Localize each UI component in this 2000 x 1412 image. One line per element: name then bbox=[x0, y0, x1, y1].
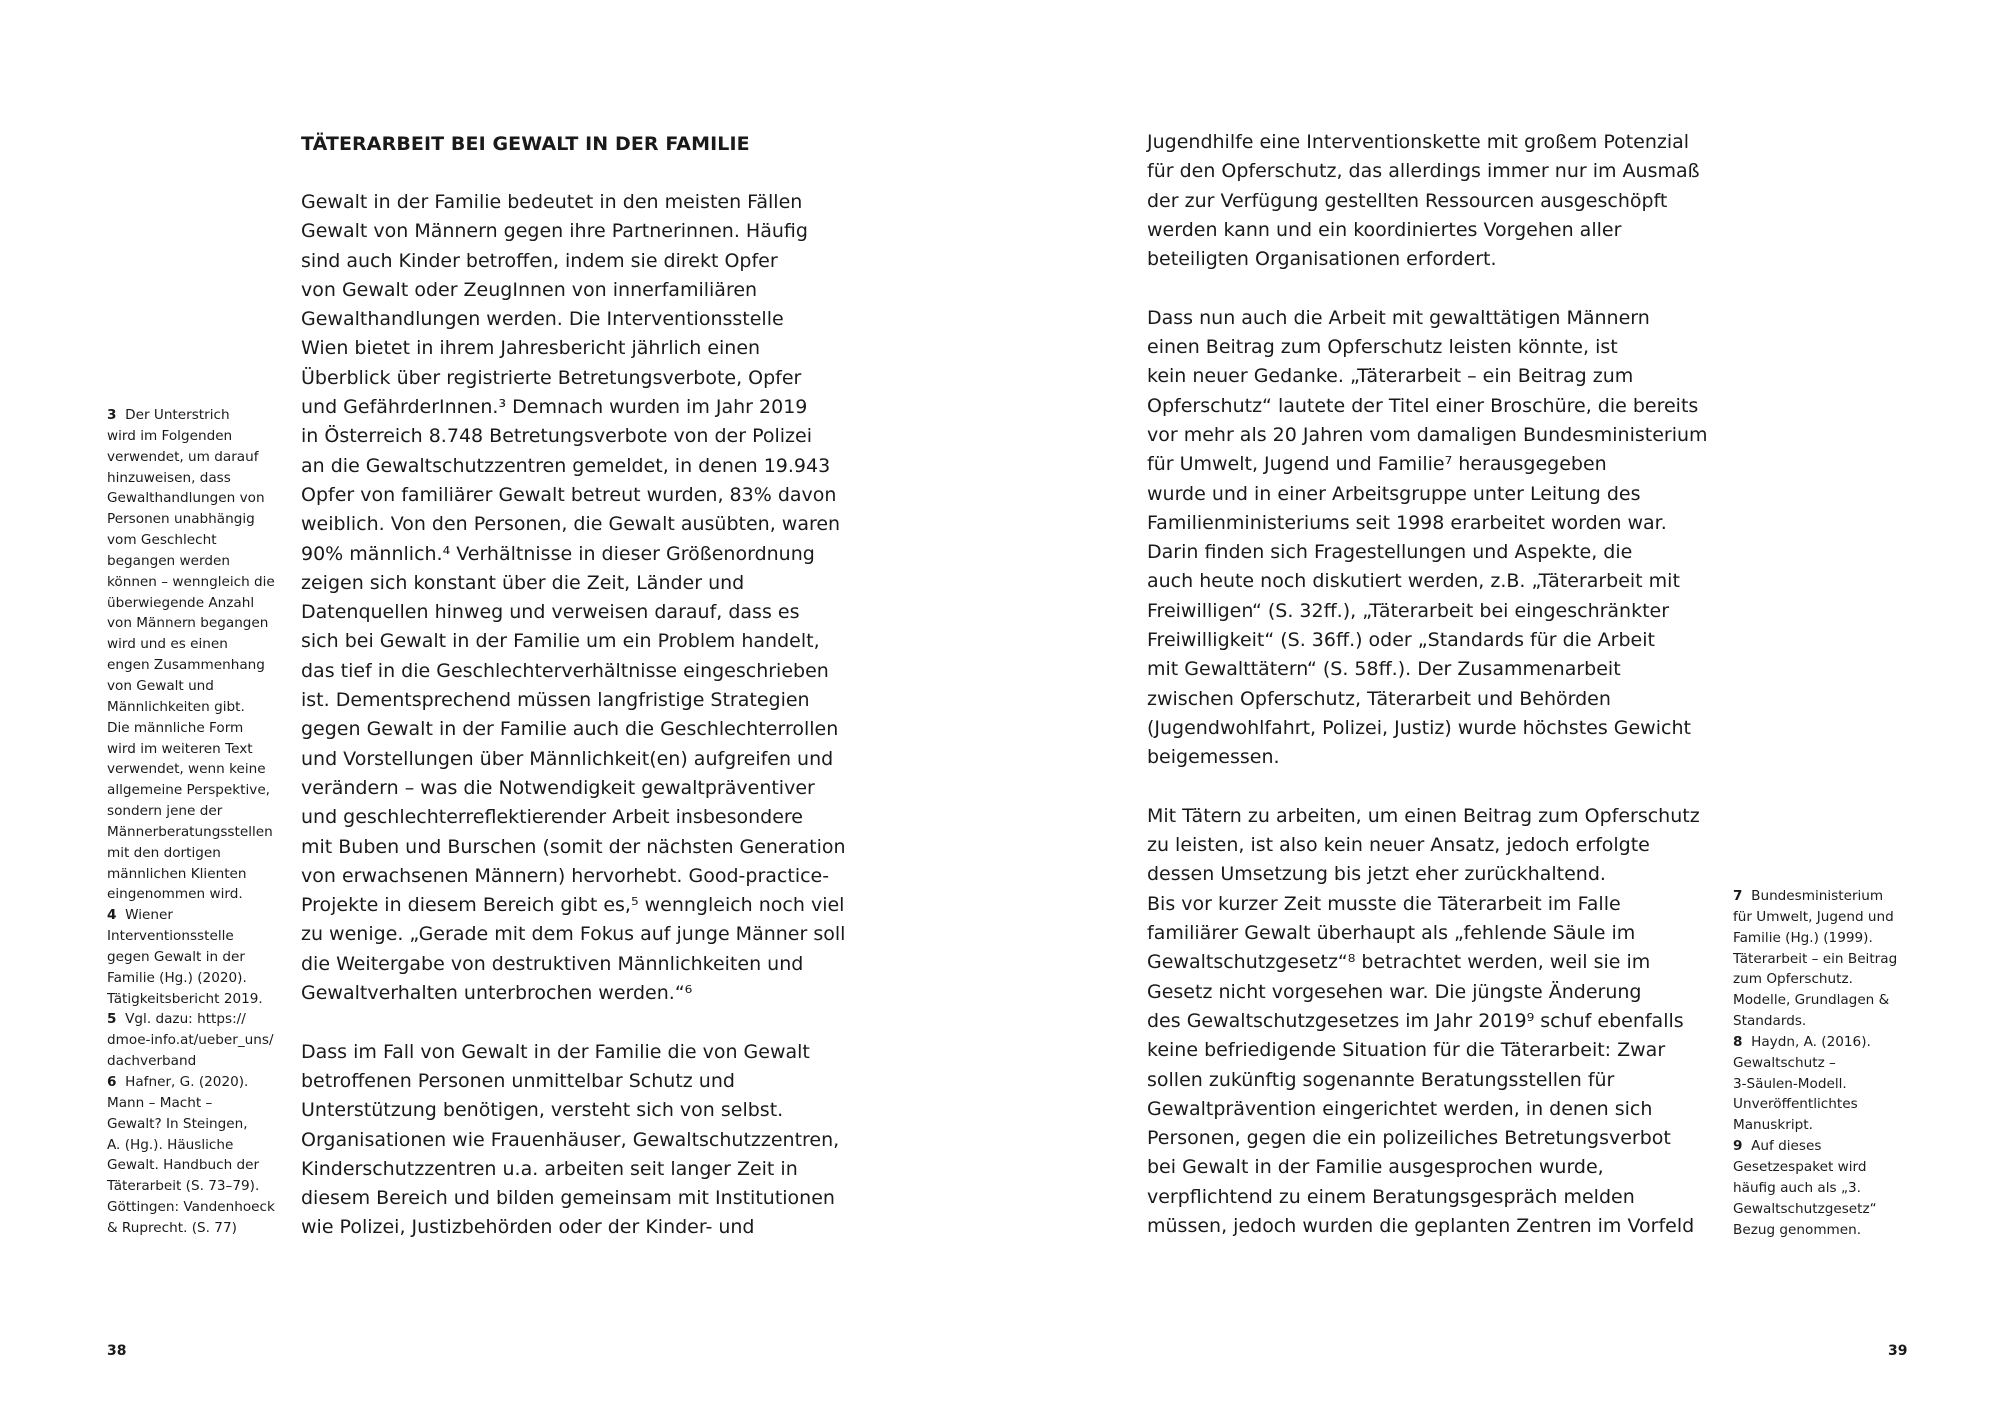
body-line: Gewalt von Männern gegen ihre Partnerinnen. Häufig bbox=[301, 220, 808, 243]
footnote-line bbox=[1733, 928, 1923, 949]
footnote-text: Bezug genommen. bbox=[1733, 1221, 1862, 1238]
footnote-text: mit den dortigen bbox=[107, 844, 221, 861]
body-line: von erwachsenen Männern) hervorhebt. Good-practice- bbox=[301, 864, 830, 887]
footnote-line bbox=[107, 739, 297, 760]
body-line: sich bei Gewalt in der Familie um ein Problem handelt, bbox=[301, 630, 820, 653]
body-line: Dass nun auch die Arbeit mit gewalttätigen Männern bbox=[1147, 306, 1650, 329]
footnote-text: können – wenngleich die bbox=[107, 573, 275, 590]
footnote-number: 7 bbox=[1733, 888, 1743, 904]
body-line: Freiwilligen“ (S. 32ff.), „Täterarbeit bei eingeschränkter bbox=[1147, 599, 1670, 622]
footnote-text: eingenommen wird. bbox=[107, 886, 243, 903]
body-line: Bis vor kurzer Zeit musste die Täterarbeit im Falle bbox=[1147, 892, 1621, 915]
body-line: familiärer Gewalt überhaupt als „fehlende Säule im bbox=[1147, 922, 1636, 945]
body-line: Familienministeriums seit 1998 erarbeitet worden war. bbox=[1147, 511, 1667, 534]
body-line: auch heute noch diskutiert werden, z.B. „Täterarbeit mit bbox=[1147, 570, 1680, 593]
body-line: keine befriedigende Situation für die Täterarbeit: Zwar bbox=[1147, 1039, 1666, 1062]
body-line: an die Gewaltschutzzentren gemeldet, in denen 19.943 bbox=[301, 454, 831, 477]
footnote-text: gegen Gewalt in der bbox=[107, 948, 245, 965]
footnote-text: Gewaltschutz – bbox=[1733, 1054, 1836, 1071]
body-line: einen Beitrag zum Opferschutz leisten könnte, ist bbox=[1147, 336, 1618, 359]
footnote-line bbox=[107, 1072, 297, 1093]
body-line: gegen Gewalt in der Familie auch die Geschlechterrollen bbox=[301, 718, 839, 741]
footnote-text: A. (Hg.). Häusliche bbox=[107, 1136, 234, 1153]
footnote-text: zum Opferschutz. bbox=[1733, 971, 1853, 988]
body-line: dessen Umsetzung bis jetzt eher zurückhaltend. bbox=[1147, 863, 1606, 886]
footnote-text: & Ruprecht. (S. 77) bbox=[107, 1219, 237, 1236]
footnote-text: Tätigkeitsbericht 2019. bbox=[107, 990, 263, 1007]
footnote-text: dmoe-info.at/ueber_uns/ bbox=[107, 1032, 274, 1049]
footnote-line bbox=[107, 1176, 297, 1197]
footnote-line bbox=[1733, 1115, 1923, 1136]
footnote-text: Täterarbeit – ein Beitrag bbox=[1733, 950, 1898, 967]
body-line: verpflichtend zu einem Beratungsgespräch melden bbox=[1147, 1185, 1635, 1208]
footnote-text: überwiegende Anzahl bbox=[107, 594, 255, 611]
footnote-number: 9 bbox=[1733, 1138, 1743, 1155]
body-line: betroffenen Personen unmittelbar Schutz und bbox=[301, 1069, 735, 1092]
footnote-text: Modelle, Grundlagen & bbox=[1733, 992, 1890, 1009]
right-page bbox=[1000, 0, 2000, 1412]
body-line: Opferschutz“ lautete der Titel einer Broschüre, die bereits bbox=[1147, 394, 1699, 417]
footnote-text: Die männliche Form bbox=[107, 719, 244, 736]
paragraph-gap bbox=[301, 1008, 881, 1037]
footnote-number: 6 bbox=[107, 1074, 117, 1090]
footnote-text: Familie (Hg.) (2020). bbox=[107, 969, 247, 986]
footnote-text: Gewaltschutzgesetz“ bbox=[1733, 1200, 1877, 1217]
body-line: Unterstützung benötigen, versteht sich von selbst. bbox=[301, 1099, 784, 1122]
body-line: und GefährderInnen.³ Demnach wurden im Jahr 2019 bbox=[301, 396, 808, 419]
body-line: kein neuer Gedanke. „Täterarbeit – ein Beitrag zum bbox=[1147, 365, 1634, 388]
footnote-line bbox=[107, 488, 297, 509]
body-line: Jugendhilfe eine Interventionskette mit großem Potenzial bbox=[1147, 131, 1690, 153]
footnote-line bbox=[107, 926, 297, 947]
body-line: wie Polizei, Justizbehörden oder der Kinder- und bbox=[301, 1216, 755, 1239]
footnote-line bbox=[1733, 1136, 1923, 1157]
footnote-text: Der Unterstrich bbox=[125, 407, 230, 423]
body-line: (Jugendwohlfahrt, Polizei, Justiz) wurde höchstes Gewicht bbox=[1147, 716, 1691, 739]
footnote-line bbox=[107, 468, 297, 489]
footnote-line bbox=[107, 613, 297, 634]
footnote-line bbox=[107, 697, 297, 718]
body-line: Projekte in diesem Bereich gibt es,⁵ wenngleich noch viel bbox=[301, 894, 845, 917]
footnote-text: allgemeine Perspektive, bbox=[107, 782, 271, 799]
footnote-text: Standards. bbox=[1733, 1013, 1807, 1030]
footnote-text: Männerberatungsstellen bbox=[107, 823, 273, 840]
footnote-line bbox=[107, 822, 297, 843]
body-line: müssen, jedoch wurden die geplanten Zentren im Vorfeld bbox=[1147, 1214, 1695, 1237]
body-line: Darin finden sich Fragestellungen und Aspekte, die bbox=[1147, 541, 1633, 564]
footnote-line bbox=[107, 447, 297, 468]
footnote-line bbox=[1733, 1157, 1923, 1178]
body-line: werden kann und ein koordiniertes Vorgehen aller bbox=[1147, 218, 1622, 241]
footnote-text: begangen werden bbox=[107, 552, 230, 569]
footnote-number: 3 bbox=[107, 407, 117, 423]
body-line: Opfer von familiärer Gewalt betreut wurden, 83% davon bbox=[301, 483, 837, 506]
footnote-text: Gesetzespaket wird bbox=[1733, 1158, 1867, 1175]
body-line: ist. Dementsprechend müssen langfristige Strategien bbox=[301, 689, 810, 712]
footnote-text: Haydn, A. (2016). bbox=[1751, 1033, 1871, 1050]
footnote-line bbox=[1733, 1199, 1923, 1220]
body-line: zeigen sich konstant über die Zeit, Länder und bbox=[301, 571, 745, 594]
body-line: in Österreich 8.748 Betretungsverbote von der Polizei bbox=[301, 425, 812, 448]
footnote-text: Göttingen: Vandenhoeck bbox=[107, 1199, 275, 1216]
footnote-line bbox=[1733, 990, 1923, 1011]
footnote-text: von Gewalt und bbox=[107, 677, 214, 694]
footnote-line bbox=[107, 801, 297, 822]
body-line: zu leisten, ist also kein neuer Ansatz, jedoch erfolgte bbox=[1147, 834, 1650, 857]
footnote-number: 5 bbox=[107, 1011, 117, 1028]
footnote-line bbox=[107, 1009, 297, 1030]
footnote-number: 8 bbox=[1733, 1033, 1743, 1050]
body-line: Gewaltverhalten unterbrochen werden.“⁶ bbox=[301, 982, 693, 1005]
footnote-text: männlichen Klienten bbox=[107, 865, 247, 882]
footnote-line bbox=[107, 947, 297, 968]
footnote-line bbox=[107, 676, 297, 697]
body-line: Gewaltprävention eingerichtet werden, in denen sich bbox=[1147, 1097, 1653, 1120]
body-line: diesem Bereich und bilden gemeinsam mit Institutionen bbox=[301, 1187, 835, 1210]
footnote-text: vom Geschlecht bbox=[107, 532, 217, 549]
body-line: Datenquellen hinweg und verweisen darauf, dass es bbox=[301, 601, 800, 624]
footnote-text: 3-Säulen-Modell. bbox=[1733, 1075, 1847, 1092]
footnote-text: Männlichkeiten gibt. bbox=[107, 698, 245, 715]
footnote-text: Gewalt. Handbuch der bbox=[107, 1157, 260, 1174]
body-line: Mit Tätern zu arbeiten, um einen Beitrag zum Opferschutz bbox=[1147, 804, 1700, 827]
body-line: von Gewalt oder ZeugInnen von innerfamiliären bbox=[301, 278, 758, 301]
footnote-line bbox=[107, 405, 297, 426]
footnote-line bbox=[107, 593, 297, 614]
footnote-line bbox=[1733, 886, 1923, 907]
footnote-line bbox=[107, 1093, 297, 1114]
footnote-line bbox=[107, 530, 297, 551]
footnote-line bbox=[1733, 1074, 1923, 1095]
footnote-text: engen Zusammenhang bbox=[107, 657, 265, 674]
body-line: für den Opferschutz, das allerdings immer nur im Ausmaß bbox=[1147, 160, 1700, 183]
body-line: für Umwelt, Jugend und Familie⁷ herausgegeben bbox=[1147, 453, 1607, 476]
body-line: weiblich. Von den Personen, die Gewalt ausübten, waren bbox=[301, 513, 841, 536]
body-line: der zur Verfügung gestellten Ressourcen ausgeschöpft bbox=[1147, 189, 1668, 212]
body-line: das tief in die Geschlechterverhältnisse eingeschrieben bbox=[301, 659, 829, 682]
footnote-text: Mann – Macht – bbox=[107, 1094, 213, 1111]
body-line: Gewaltschutzgesetz“⁸ betrachtet werden, weil sie im bbox=[1147, 951, 1651, 974]
body-line: sollen zukünftig sogenannte Beratungsstellen für bbox=[1147, 1068, 1615, 1091]
footnote-line bbox=[107, 759, 297, 780]
footnote-text: Manuskript. bbox=[1733, 1117, 1813, 1134]
footnote-text: häufig auch als „3. bbox=[1733, 1179, 1861, 1196]
body-line: Gewalt in der Familie bedeutet in den meisten Fällen bbox=[301, 191, 803, 213]
footnote-text: wird und es einen bbox=[107, 636, 228, 653]
footnote-line bbox=[107, 989, 297, 1010]
body-line: mit Gewalttätern“ (S. 58ff.). Der Zusammenarbeit bbox=[1147, 658, 1621, 681]
body-line: Kinderschutzzentren u.a. arbeiten seit langer Zeit in bbox=[301, 1157, 798, 1180]
body-line: wurde und in einer Arbeitsgruppe unter Leitung des bbox=[1147, 482, 1641, 505]
body-line: des Gewaltschutzgesetzes im Jahr 2019⁹ schuf ebenfalls bbox=[1147, 1009, 1684, 1032]
right-body-text bbox=[1147, 128, 1727, 1241]
body-line: 90% männlich.⁴ Verhältnisse in dieser Größenordnung bbox=[301, 542, 815, 565]
footnote-text: hinzuweisen, dass bbox=[107, 469, 231, 486]
body-line: sind auch Kinder betroffen, indem sie direkt Opfer bbox=[301, 249, 778, 272]
footnote-text: Interventionsstelle bbox=[107, 928, 234, 945]
footnote-line bbox=[1733, 1011, 1923, 1032]
body-line: Freiwilligkeit“ (S. 36ff.) oder „Standards für die Arbeit bbox=[1147, 629, 1655, 652]
footnote-line bbox=[107, 1218, 297, 1239]
paragraph-gap bbox=[1147, 773, 1727, 802]
footnote-text: Unveröffentlichtes bbox=[1733, 1096, 1858, 1113]
footnote-line bbox=[107, 905, 297, 926]
footnote-line bbox=[1733, 949, 1923, 970]
footnote-line bbox=[107, 884, 297, 905]
footnote-line bbox=[107, 780, 297, 801]
footnote-line bbox=[107, 1135, 297, 1156]
body-line: vor mehr als 20 Jahren vom damaligen Bundesministerium bbox=[1147, 423, 1708, 446]
left-footnotes bbox=[107, 405, 297, 1239]
footnote-line bbox=[1733, 1178, 1923, 1199]
footnote-line bbox=[107, 634, 297, 655]
footnote-line bbox=[107, 1030, 297, 1051]
footnote-line bbox=[107, 1197, 297, 1218]
footnote-line bbox=[107, 843, 297, 864]
footnote-line bbox=[107, 1114, 297, 1135]
body-line: und Vorstellungen über Männlichkeit(en) aufgreifen und bbox=[301, 747, 834, 770]
footnote-text: verwendet, um darauf bbox=[107, 448, 259, 465]
body-line: mit Buben und Burschen (somit der nächsten Generation bbox=[301, 835, 846, 858]
left-body-text bbox=[301, 188, 881, 1243]
footnote-text: Vgl. dazu: https:// bbox=[125, 1011, 246, 1028]
footnote-text: Gewalt? In Steingen, bbox=[107, 1115, 248, 1132]
body-line: Gewalthandlungen werden. Die Interventionsstelle bbox=[301, 308, 784, 331]
footnote-text: Wiener bbox=[125, 907, 173, 924]
footnote-line bbox=[1733, 1094, 1923, 1115]
body-line: Personen, gegen die ein polizeiliches Betretungsverbot bbox=[1147, 1127, 1671, 1150]
footnote-number: 4 bbox=[107, 907, 117, 924]
footnote-text: wird im Folgenden bbox=[107, 427, 233, 444]
body-line: beteiligten Organisationen erfordert. bbox=[1147, 248, 1497, 271]
footnote-text: sondern jene der bbox=[107, 803, 223, 820]
body-line: Dass im Fall von Gewalt in der Familie die von Gewalt bbox=[301, 1040, 810, 1063]
paragraph-gap bbox=[1147, 274, 1727, 303]
footnote-line bbox=[107, 1155, 297, 1176]
right-footnotes bbox=[1733, 886, 1923, 1240]
body-line: die Weitergabe von destruktiven Männlichkeiten und bbox=[301, 952, 804, 975]
footnote-text: Auf dieses bbox=[1751, 1138, 1822, 1155]
footnote-text: dachverband bbox=[107, 1053, 197, 1070]
footnote-text: von Männern begangen bbox=[107, 615, 269, 632]
footnote-text: Bundesministerium bbox=[1751, 888, 1884, 904]
footnote-line bbox=[1733, 969, 1923, 990]
footnote-text: wird im weiteren Text bbox=[107, 740, 253, 757]
footnote-text: Hafner, G. (2020). bbox=[125, 1074, 249, 1090]
body-line: Gesetz nicht vorgesehen war. Die jüngste Änderung bbox=[1147, 980, 1642, 1003]
footnote-line bbox=[107, 655, 297, 676]
footnote-line bbox=[1733, 907, 1923, 928]
footnote-line bbox=[1733, 1032, 1923, 1053]
footnote-line bbox=[107, 864, 297, 885]
footnote-text: Gewalthandlungen von bbox=[107, 490, 265, 507]
body-line: und geschlechterreflektierender Arbeit insbesondere bbox=[301, 806, 803, 829]
footnote-text: für Umwelt, Jugend und bbox=[1733, 908, 1894, 925]
body-line: Organisationen wie Frauenhäuser, Gewaltschutzzentren, bbox=[301, 1128, 840, 1151]
body-line: beigemessen. bbox=[1147, 746, 1280, 769]
footnote-line bbox=[107, 968, 297, 989]
footnote-line bbox=[107, 1051, 297, 1072]
footnote-text: Personen unabhängig bbox=[107, 511, 255, 528]
body-line: verändern – was die Notwendigkeit gewaltpräventiver bbox=[301, 776, 815, 799]
footnote-text: verwendet, wenn keine bbox=[107, 761, 266, 778]
footnote-line bbox=[107, 572, 297, 593]
footnote-line bbox=[107, 718, 297, 739]
body-line: bei Gewalt in der Familie ausgesprochen wurde, bbox=[1147, 1156, 1604, 1179]
footnote-text: Familie (Hg.) (1999). bbox=[1733, 929, 1873, 946]
footnote-line bbox=[107, 551, 297, 572]
footnote-line bbox=[107, 509, 297, 530]
page-number-left: 38 bbox=[107, 1343, 127, 1359]
footnote-line bbox=[107, 426, 297, 447]
footnote-line bbox=[1733, 1220, 1923, 1241]
footnote-line bbox=[1733, 1053, 1923, 1074]
footnote-text: Täterarbeit (S. 73–79). bbox=[107, 1178, 260, 1195]
page-number-right: 39 bbox=[1888, 1343, 1908, 1359]
body-line: Überblick über registrierte Betretungsverbote, Opfer bbox=[301, 366, 802, 389]
section-heading: TÄTERARBEIT BEI GEWALT IN DER FAMILIE bbox=[301, 133, 750, 155]
body-line: Wien bietet in ihrem Jahresbericht jährlich einen bbox=[301, 337, 761, 360]
body-line: zwischen Opferschutz, Täterarbeit und Behörden bbox=[1147, 687, 1611, 710]
body-line: zu wenige. „Gerade mit dem Fokus auf junge Männer soll bbox=[301, 923, 846, 946]
